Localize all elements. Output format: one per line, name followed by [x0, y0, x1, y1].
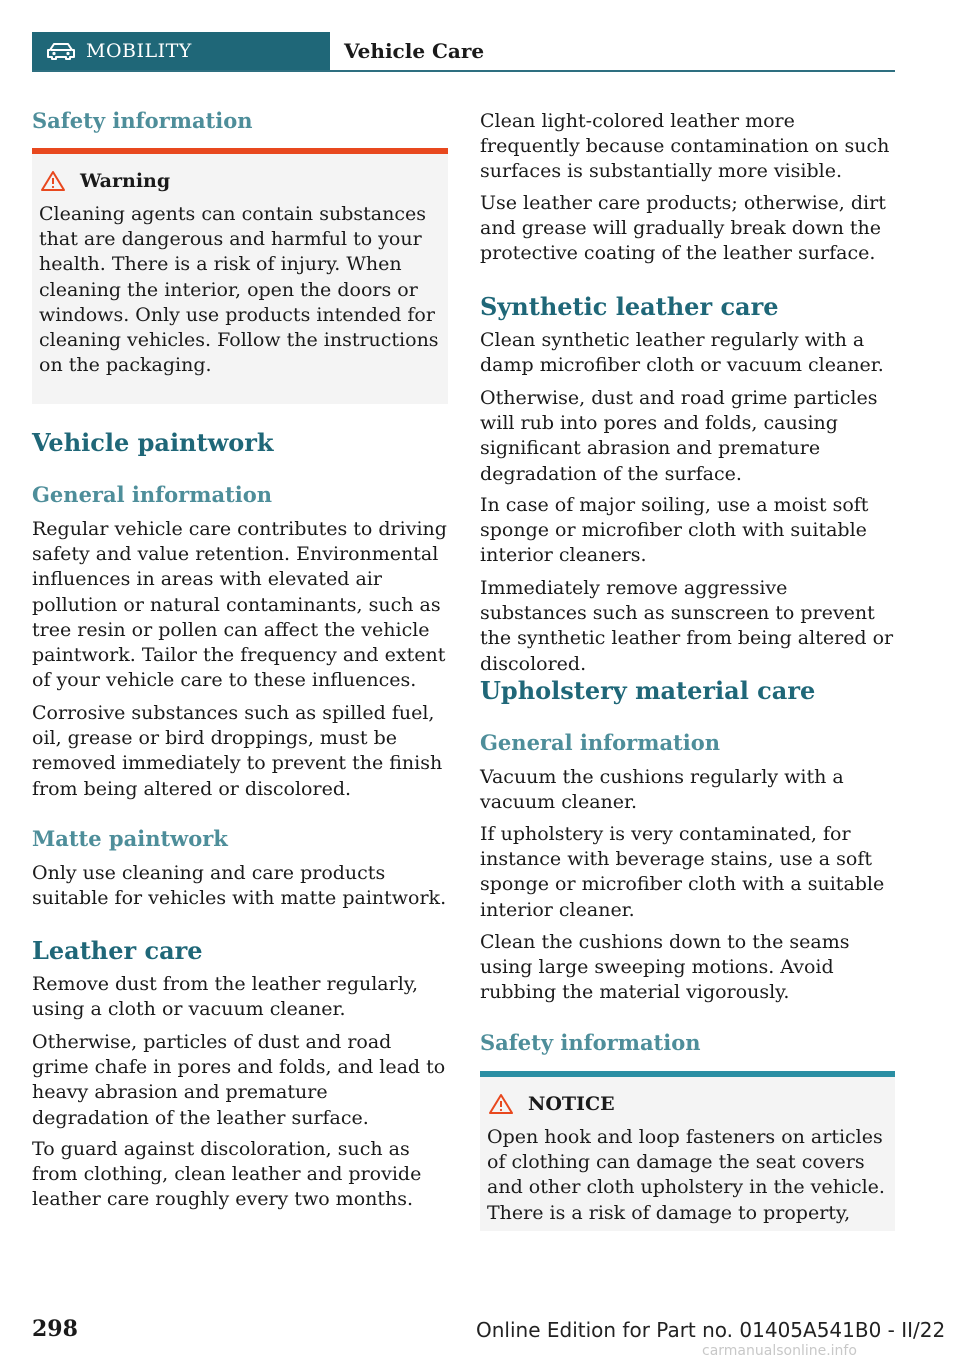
right-safety-information-heading: Safety information [480, 1030, 701, 1055]
warning-box [32, 148, 448, 404]
matte-paintwork-heading: Matte paintwork [32, 826, 228, 851]
warning-text: Cleaning agents can contain substances that are dangerous and harmful to your health. There is a risk of injury. When cleaning the interior, open the doors or windows. Only use products intended for cleaning vehicles. Follow the instructions on the packaging. [39, 203, 439, 377]
upholstery-paragraph-3: Clean the cushions down to the seams using large sweeping motions. Avoid rubbing the material vigorously. [480, 931, 850, 1004]
synthetic-paragraph-4: Immediately remove aggressive substances such as sunscreen to prevent the synthetic leather from being altered or discolored. [480, 577, 894, 675]
general-information-heading: General information [32, 482, 273, 507]
notice-bar [480, 1071, 895, 1077]
leather-paragraph-1: Remove dust from the leather regularly, using a cloth or vacuum cleaner. [32, 973, 419, 1021]
vehicle-paintwork-heading: Vehicle paintwork [32, 428, 274, 457]
general-paragraph-2: Corrosive substances such as spilled fuel, oil, grease or bird droppings, must be removed immediately to prevent the finish from being altered or discolored. [32, 702, 443, 800]
upholstery-general-heading: General information [480, 730, 721, 755]
synthetic-paragraph-2: Otherwise, dust and road grime particles will rub into pores and folds, causing significant abrasion and premature degradation of the surface. [480, 387, 878, 485]
upholstery-heading: Upholstery material care [480, 676, 816, 705]
notice-triangle-icon [488, 1093, 514, 1115]
notice-box [480, 1071, 895, 1231]
car-icon [46, 41, 76, 61]
page-number: 298 [32, 1316, 78, 1342]
leather-paragraph-3: To guard against discoloration, such as from clothing, clean leather and provide leather care roughly every two months. [32, 1138, 422, 1211]
general-paragraph-1: Regular vehicle care contributes to driving safety and value retention. Environmental influences in areas with elevated air pollution or natural contaminants, such as tree resin or pollen can affect the vehicle paintwork. Tailor the frequency and extent of your vehicle care to these influences. [32, 518, 447, 692]
section-tab[interactable] [32, 32, 330, 70]
upholstery-paragraph-1: Vacuum the cushions regularly with a vacuum cleaner. [480, 766, 844, 814]
section-label: MOBILITY [86, 40, 192, 62]
chapter-title: Vehicle Care [344, 39, 485, 63]
edition-note: Online Edition for Part no. 01405A541B0 - II/22 [476, 1318, 946, 1342]
notice-text: Open hook and loop fasteners on articles of clothing can damage the seat covers and other cloth upholstery in the vehicle. There is a risk of damage to property, [487, 1126, 885, 1224]
safety-information-heading: Safety information [32, 108, 253, 133]
leather-care-heading: Leather care [32, 936, 203, 965]
synthetic-paragraph-3: In case of major soiling, use a moist soft sponge or microfiber cloth with suitable interior cleaners. [480, 494, 869, 567]
leather-paragraph-4: Clean light-colored leather more frequently because contamination on such surfaces is substantially more visible. [480, 110, 890, 183]
warning-triangle-icon [40, 170, 66, 192]
leather-paragraph-2: Otherwise, particles of dust and road grime chafe in pores and folds, and lead to heavy abrasion and premature degradation of the leather surface. [32, 1031, 446, 1129]
warning-bar [32, 148, 448, 154]
page-header [32, 32, 895, 72]
upholstery-paragraph-2: If upholstery is very contaminated, for instance with beverage stains, use a soft sponge or microfiber cloth with a suitable interior cleaner. [480, 823, 885, 921]
notice-label: NOTICE [528, 1093, 615, 1115]
matte-paragraph-1: Only use cleaning and care products suitable for vehicles with matte paintwork. [32, 862, 447, 910]
warning-label: Warning [80, 170, 171, 192]
leather-paragraph-5: Use leather care products; otherwise, dirt and grease will gradually break down the protective coating of the leather surface. [480, 192, 886, 265]
synthetic-paragraph-1: Clean synthetic leather regularly with a damp microfiber cloth or vacuum cleaner. [480, 329, 884, 377]
synthetic-leather-heading: Synthetic leather care [480, 292, 779, 321]
watermark: carmanualsonline.info [702, 1343, 857, 1359]
